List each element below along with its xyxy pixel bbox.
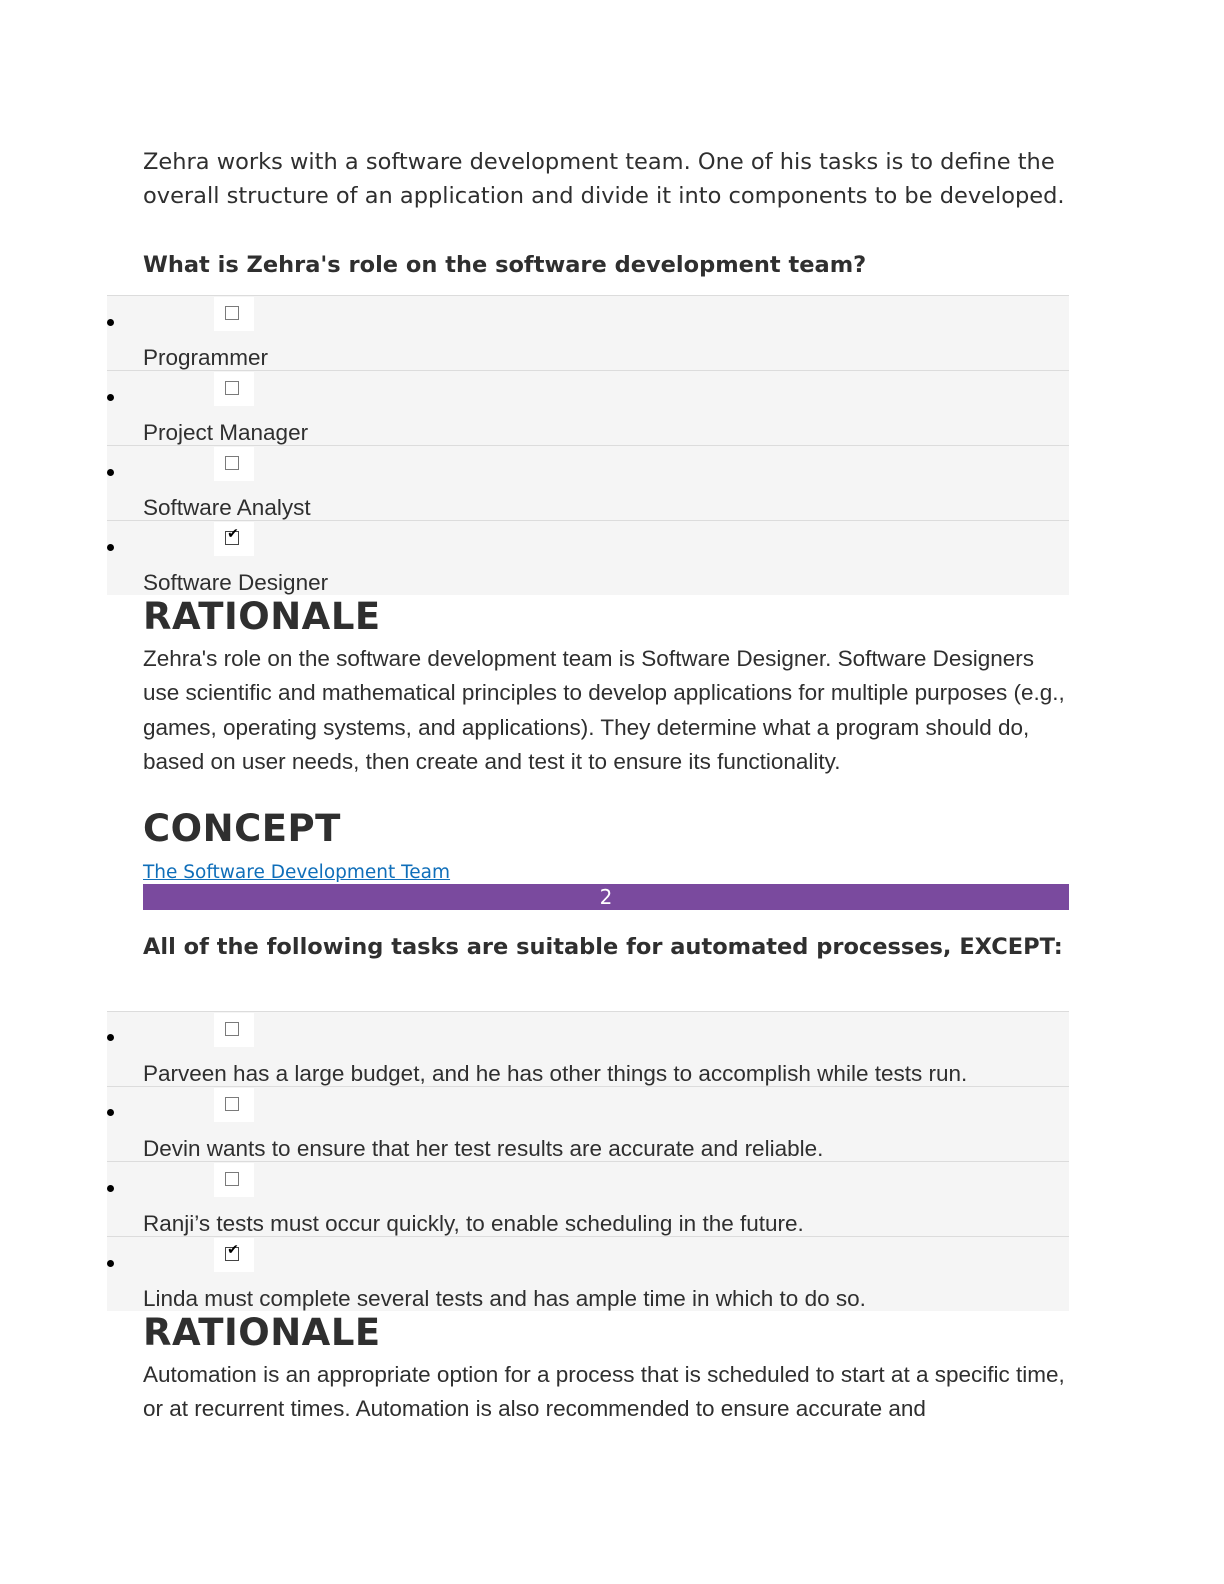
question-prompt: All of the following tasks are suitable for automated processes, EXCEPT:: [143, 934, 1063, 960]
option-label: Ranji’s tests must occur quickly, to enable scheduling in the future.: [143, 1211, 804, 1236]
checkbox-cell: [214, 1088, 254, 1122]
checkbox[interactable]: [225, 306, 239, 320]
checkbox[interactable]: [225, 1022, 239, 1036]
bullet: [107, 1260, 114, 1267]
bullet: [107, 394, 114, 401]
bullet: [107, 1034, 114, 1041]
option-label: Software Designer: [143, 570, 329, 595]
option-label: Programmer: [143, 345, 269, 370]
option-label: Software Analyst: [143, 495, 311, 520]
checkbox-cell: [214, 1163, 254, 1197]
checkbox-checked[interactable]: [225, 526, 239, 545]
bullet: [107, 544, 114, 551]
option-label: Devin wants to ensure that her test results are accurate and reliable.: [143, 1136, 824, 1161]
checkbox-cell: [214, 297, 254, 331]
question-text: Zehra works with a software development team. One of his tasks is to define the overall structure of an application and divide it into components to be developed.: [143, 149, 1065, 209]
bullet: [107, 469, 114, 476]
answer-option[interactable]: [107, 370, 1069, 445]
answer-option[interactable]: [107, 1086, 1069, 1161]
answer-option[interactable]: [107, 1011, 1069, 1086]
answer-option[interactable]: [107, 1161, 1069, 1236]
checkbox-cell: [214, 447, 254, 481]
answer-option[interactable]: [107, 445, 1069, 520]
checkbox-cell: [214, 1013, 254, 1047]
answer-option[interactable]: [107, 295, 1069, 370]
checkbox[interactable]: [225, 381, 239, 395]
rationale-text: Zehra's role on the software development team is Software Designer. Software Designers use scientific and mathematical principles to develop applications for multiple purposes (e.g., games, operating systems, and applications). They determine what a program should do, based on user needs, then create and test it to ensure its functionality.: [143, 646, 1065, 774]
option-label: Linda must complete several tests and has ample time in which to do so.: [143, 1286, 866, 1311]
checkbox-cell: [214, 372, 254, 406]
checkbox-cell: [214, 1238, 254, 1272]
rationale-heading: RATIONALE: [143, 1311, 381, 1354]
bullet: [107, 1109, 114, 1116]
checkbox[interactable]: [225, 1172, 239, 1186]
option-label: Project Manager: [143, 420, 309, 445]
checkbox[interactable]: [225, 456, 239, 470]
checkbox-cell: [214, 522, 254, 556]
rationale-heading: RATIONALE: [143, 595, 381, 638]
check-icon: ✔: [227, 526, 239, 542]
checkbox-checked[interactable]: [225, 1242, 239, 1261]
answer-option[interactable]: [107, 1236, 1069, 1311]
rationale-text: Automation is an appropriate option for a process that is scheduled to start at a specific time, or at recurrent times. Automation is also recommended to ensure accurate and: [143, 1362, 1065, 1422]
answer-option[interactable]: [107, 520, 1069, 595]
concept-link[interactable]: The Software Development Team: [143, 862, 451, 883]
check-icon: ✔: [227, 1242, 239, 1258]
concept-heading: CONCEPT: [143, 807, 341, 850]
option-label: Parveen has a large budget, and he has other things to accomplish while tests run.: [143, 1061, 968, 1086]
bullet: [107, 1185, 114, 1192]
question-number-bar: 2: [143, 884, 1069, 910]
checkbox[interactable]: [225, 1097, 239, 1111]
bullet: [107, 319, 114, 326]
question-prompt: What is Zehra's role on the software development team?: [143, 252, 867, 278]
